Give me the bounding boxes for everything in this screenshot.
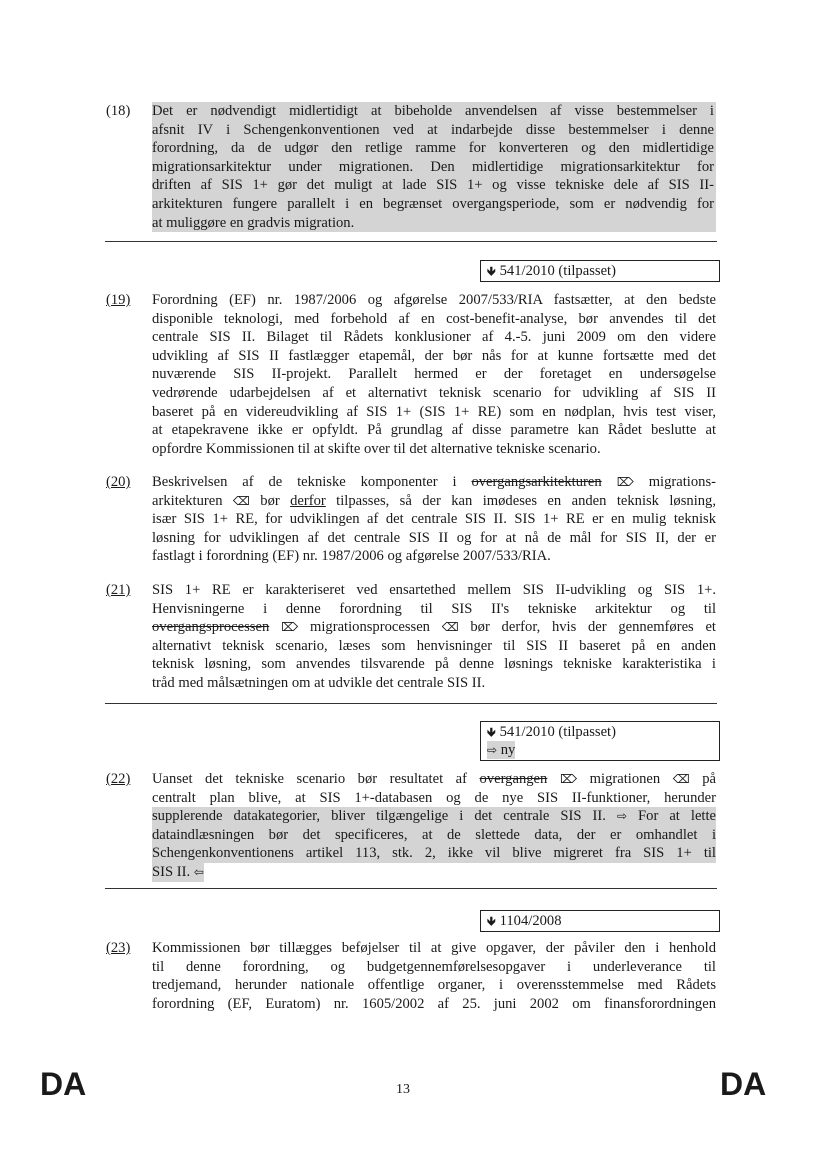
paragraph-number: (23) xyxy=(106,940,131,956)
text: Uanset det tekniske scenario bør resultatet af xyxy=(152,771,480,787)
deleted-text: overgangsarkitekturen xyxy=(471,474,602,490)
text-line xyxy=(152,770,716,789)
text-line: nuværende SIS II-projekt. Parallelt hermed er der foretaget en undersøgelse xyxy=(152,366,716,383)
section-divider xyxy=(105,888,717,889)
text-line xyxy=(152,807,716,826)
text: bør derfor, hvis der gennemføres et xyxy=(458,619,716,636)
section-divider xyxy=(105,241,717,242)
text: For at lette xyxy=(627,808,717,825)
text-line xyxy=(152,473,716,492)
text: SIS II. xyxy=(152,863,194,880)
text-line: migrationsarkitektur under migrationen. Den midlertidige migrationsarkitektur for xyxy=(152,158,714,175)
text-line: Henvisningerne i denne forordning til SIS II's tekniske arkitektur og til xyxy=(152,600,716,617)
paragraph-23 xyxy=(106,939,716,1013)
section-divider xyxy=(105,703,717,704)
text-line: dataindlæsningen bør det specificeres, at de slettede data, der er omhandlet i xyxy=(152,826,716,843)
text-line: Kommissionen bør tillægges beføjelser til at give opgaver, der påviler den i henhold xyxy=(152,940,716,956)
text-line: at muliggøre en gradvis migration. xyxy=(152,214,355,231)
paragraph-number: (20) xyxy=(106,474,131,490)
page-number: 13 xyxy=(396,1082,410,1097)
paragraph-19 xyxy=(106,291,716,458)
source-reference-box xyxy=(480,910,720,932)
language-code-left: DA xyxy=(40,1066,87,1102)
text-line: løsning for udviklingen af det centrale SIS II og for at nå de mål for SIS II, der er xyxy=(152,529,716,546)
text: Beskrivelsen af de tekniske komponenter i xyxy=(152,474,472,490)
paragraph-number: (18) xyxy=(106,103,131,119)
source-reference-new: ny xyxy=(500,742,516,758)
text-line: Schengenkonventionens artikel 113, stk. 2, ikke vil blive migreret fra SIS 1+ til xyxy=(152,845,716,862)
text-line: centrale SIS II. Bilaget til Rådets konklusioner af 4.-5. juni 2009 om den videre xyxy=(152,329,716,346)
text: på xyxy=(689,771,716,787)
insert-start-icon: ⌦ xyxy=(601,475,649,489)
insert-end-icon: ⌫ xyxy=(672,772,690,786)
text-line: teknisk løsning, som anvendes tilsvarende på denne løsnings tekniske karakteristika i xyxy=(152,656,716,673)
deleted-text: overgangen xyxy=(479,771,548,787)
text: migrationsprocessen xyxy=(310,619,442,636)
text-line: centralt plan blive, at SIS 1+-databasen og de nye SIS II-funktioner, herunder xyxy=(152,789,716,806)
source-reference-box xyxy=(480,721,720,761)
paragraph-text xyxy=(152,102,716,232)
source-reference: 541/2010 (tilpasset) xyxy=(499,263,616,279)
text: bør xyxy=(249,492,291,509)
text-line xyxy=(152,492,716,511)
text-line xyxy=(152,618,716,637)
paragraph-18 xyxy=(106,102,716,232)
text-line: afsnit IV i Schengenkonventionen ved at indarbejde disse bestemmelser i denne xyxy=(152,121,714,138)
insert-arrow-icon: ⇨ xyxy=(487,743,498,757)
text-line: SIS 1+ RE er karakteriseret ved ensartethed mellem SIS II-udvikling og SIS 1+. xyxy=(152,582,716,598)
text-line: udvikling af SIS II fastlægger etapemål, der bør nås for at kunne fortsætte med det xyxy=(152,347,716,364)
down-arrow-icon: 🡻 xyxy=(487,264,496,278)
text-line: Forordning (EF) nr. 1987/2006 og afgørelse 2007/533/RIA fastsætter, at den bedste xyxy=(152,292,716,308)
text-line: til denne forordning, og budgetgennemførelsesopgaver i underleverance til xyxy=(152,958,716,975)
insert-end-icon: ⌫ xyxy=(441,620,459,635)
paragraph-number: (21) xyxy=(106,582,131,598)
down-arrow-icon: 🡻 xyxy=(487,914,496,928)
text-line: at etapekravene ikke er opfyldt. På grundlag af disse parametre kan Rådet beslutte at xyxy=(152,422,716,439)
paragraph-number: (19) xyxy=(106,292,131,308)
text: supplerende datakategorier, bliver tilgængelige i det centrale SIS II. xyxy=(152,808,617,825)
text-line: arkitekturen fungere parallelt i en begrænset overgangsperiode, som er nødvendig for xyxy=(152,195,714,212)
text-line: vedrørende udarbejdelsen af et alternativt teknisk scenario for udvikling af SIS II xyxy=(152,384,716,401)
text-line: driften af SIS 1+ gør det muligt at lade SIS 1+ og visse tekniske dele af SIS II- xyxy=(152,177,714,194)
text-line: Det er nødvendigt midlertidigt at bibeholde anvendelsen af visse bestemmelser i xyxy=(152,103,714,119)
source-reference: 1104/2008 xyxy=(499,913,562,929)
text-line: forordning, da de udgør den retlige ramme for konverteren og den midlertidige xyxy=(152,140,714,157)
insert-end-icon: ⌫ xyxy=(232,493,250,508)
paragraph-text xyxy=(152,939,716,1013)
text-line: fastlagt i forordning (EF) nr. 1987/2006 og afgørelse 2007/533/RIA. xyxy=(152,548,551,565)
insert-start-icon: ⌦ xyxy=(547,772,590,786)
deleted-text: overgangsprocessen xyxy=(152,619,270,636)
text-line: baseret på en videreudvikling af SIS 1+ (SIS 1+ RE) som en nødplan, hvis test viser, xyxy=(152,403,716,420)
text-line: alternativt teknisk scenario, læses som henvisninger til SIS II baseret på en anden xyxy=(152,637,716,654)
text: migrations- xyxy=(648,474,716,490)
text-line: opfordre Kommissionen til at skifte over til det alternative tekniske scenario. xyxy=(152,440,601,457)
paragraph-text xyxy=(152,770,716,882)
source-reference: 541/2010 (tilpasset) xyxy=(499,724,616,740)
insert-arrow-icon: ⇨ xyxy=(616,809,628,824)
insert-start-icon: ⌦ xyxy=(269,620,310,635)
text: migrationen xyxy=(589,771,673,787)
paragraph-21 xyxy=(106,581,716,693)
text: arkitekturen xyxy=(152,492,233,509)
text-line: især SIS 1+ RE, for udviklingen af det centrale SIS II. SIS 1+ RE er en mulig teknisk xyxy=(152,511,716,528)
text: tilpasses, så der kan imødeses en anden teknisk løsning, xyxy=(325,492,716,509)
text-line: tråd med målsætningen om at udvikle det centrale SIS II. xyxy=(152,674,486,691)
source-reference-box xyxy=(480,260,720,282)
down-arrow-icon: 🡻 xyxy=(487,725,496,739)
insert-end-arrow-icon: ⇦ xyxy=(193,864,204,879)
paragraph-number: (22) xyxy=(106,771,131,787)
underlined-text: derfor xyxy=(290,492,326,509)
text-line: tredjemand, herunder nationale offentlige organer, i overensstemmelse med Rådets xyxy=(152,977,716,994)
text-line: forordning (EF, Euratom) nr. 1605/2002 af 25. juni 2002 om finansforordningen xyxy=(152,995,716,1012)
paragraph-text xyxy=(152,291,716,458)
text-line xyxy=(152,863,204,882)
paragraph-22 xyxy=(106,770,716,882)
text-line: disponible teknologi, med forbehold af en cost-benefit-analyse, bør anvendes til det xyxy=(152,310,716,327)
paragraph-text xyxy=(152,581,716,693)
paragraph-text xyxy=(152,473,716,566)
language-code-right: DA xyxy=(720,1066,767,1102)
paragraph-20 xyxy=(106,473,716,566)
